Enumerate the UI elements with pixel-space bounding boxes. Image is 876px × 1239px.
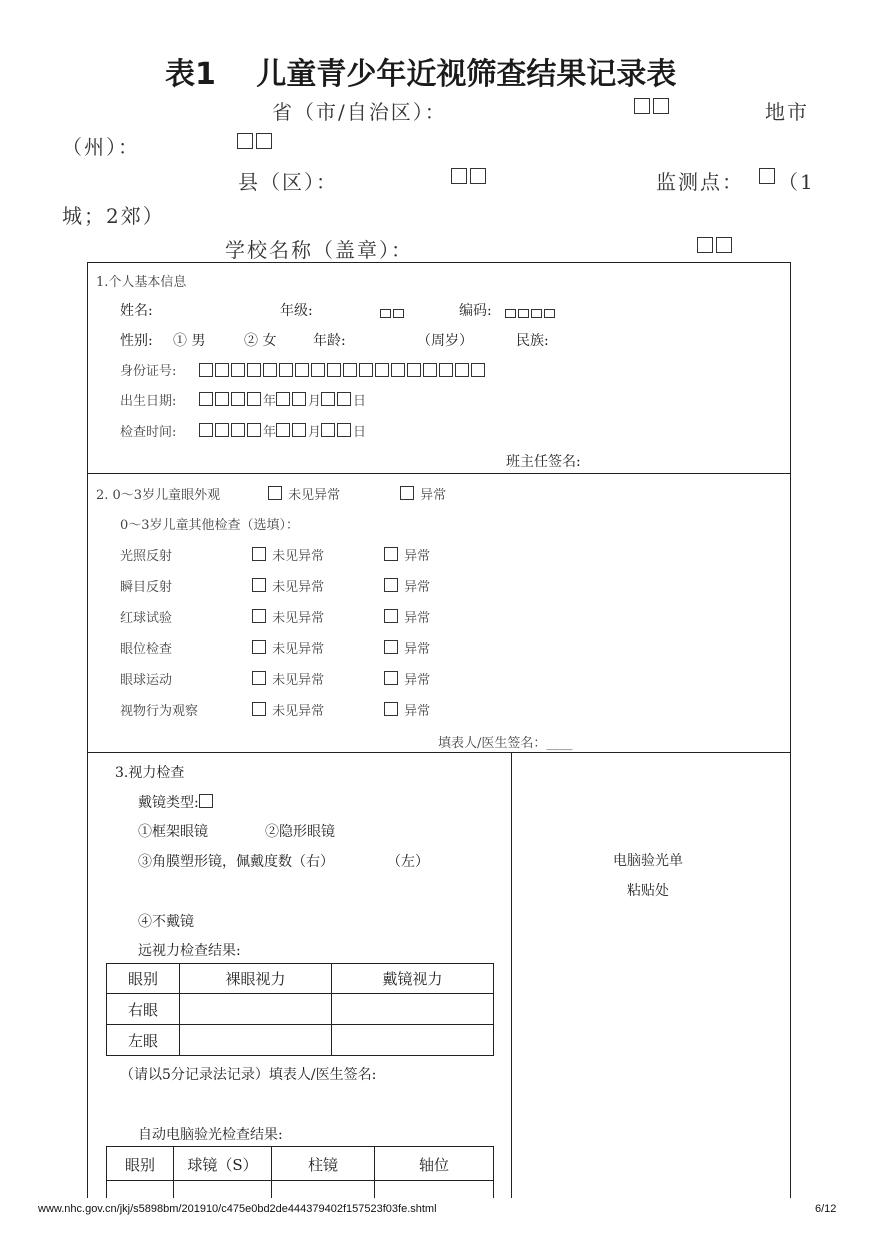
code-label: 编码: [459, 303, 492, 319]
birth-date-field[interactable] [199, 390, 366, 409]
exam-item-abnormal-label: 异常 [404, 642, 431, 657]
exam-item-label: 瞬目反射 [120, 580, 173, 595]
footer-url[interactable]: www.nhc.gov.cn/jkj/s5898bm/201910/c475e0bd2de444379402f157523f03fe.shtml [38, 1203, 437, 1215]
grade-boxes[interactable] [380, 304, 406, 323]
ethnicity-label: 民族: [516, 333, 549, 349]
glasses-type-box[interactable] [199, 794, 213, 808]
exam-item-abnormal-option[interactable] [384, 638, 430, 657]
birth-date-label: 出生日期: [120, 394, 177, 409]
divider-section3-vertical [511, 752, 512, 1202]
monitor-code-box[interactable] [759, 168, 778, 187]
auto-col-axis: 轴位 [375, 1147, 494, 1181]
exam-item-label: 光照反射 [120, 549, 173, 564]
table-row [107, 994, 494, 1025]
exam-item-normal-label: 未见异常 [272, 611, 325, 626]
exam-date-field[interactable] [199, 421, 366, 440]
exam-item-normal-option[interactable] [252, 607, 324, 626]
exam-item-label: 眼位检查 [120, 642, 173, 657]
appearance-normal-label: 未见异常 [288, 488, 341, 503]
name-label: 姓名: [120, 303, 153, 319]
glasses-option-contact[interactable]: ②隐形眼镜 [265, 824, 335, 840]
far-right-naked-cell[interactable] [180, 994, 332, 1025]
frame-left [87, 262, 88, 1202]
divider-section1 [87, 473, 791, 474]
far-left-corrected-cell[interactable] [332, 1025, 494, 1056]
age-unit: （周岁） [417, 333, 473, 349]
monitor-option-start: （1 [778, 170, 815, 194]
section2-signature-label: 填表人/医生签名： [438, 736, 547, 751]
exam-item-normal-label: 未见异常 [272, 704, 325, 719]
exam-item-normal-option[interactable] [252, 576, 324, 595]
exam-item-normal-label: 未见异常 [272, 549, 325, 564]
auto-refraction-label: 自动电脑验光检查结果: [138, 1127, 283, 1143]
province-code-boxes[interactable] [634, 98, 672, 117]
prefecture-suffix: （州）： [62, 135, 140, 159]
glasses-type [138, 792, 215, 812]
county-code-boxes[interactable] [451, 168, 489, 187]
auto-col-eye: 眼别 [107, 1147, 174, 1181]
exam-item-normal-label: 未见异常 [272, 642, 325, 657]
province-label: 省（市/自治区）： [272, 100, 447, 124]
age-label: 年龄: [313, 333, 346, 349]
far-vision-table [106, 963, 494, 1056]
frame-right [790, 262, 791, 1202]
exam-item-label: 眼球运动 [120, 673, 173, 688]
exam-item-abnormal-option[interactable] [384, 669, 430, 688]
prefecture-label: 地市 [765, 100, 809, 124]
glasses-type-label: 戴镜类型: [138, 795, 199, 811]
exam-item-abnormal-option[interactable] [384, 576, 430, 595]
exam-item-abnormal-label: 异常 [404, 549, 431, 564]
far-left-naked-cell[interactable] [180, 1025, 332, 1056]
exam-item-abnormal-label: 异常 [404, 580, 431, 595]
glasses-option-frame[interactable]: ①框架眼镜 [138, 824, 208, 840]
far-vision-result-label: 远视力检查结果: [138, 943, 241, 959]
far-col-naked: 裸眼视力 [180, 964, 332, 994]
ortho-k-left-label: （左） [387, 854, 429, 870]
far-row-right-eye: 右眼 [107, 994, 180, 1025]
section3-heading: 3.视力检查 [115, 765, 185, 781]
exam-item-label: 视物行为观察 [120, 704, 199, 719]
id-number-label: 身份证号: [120, 364, 177, 379]
birth-year-unit: 年 [263, 394, 277, 409]
id-number-boxes[interactable] [199, 361, 487, 380]
gender-male-option[interactable]: ① 男 [173, 333, 206, 349]
appearance-abnormal-label: 异常 [420, 488, 447, 503]
exam-item-abnormal-label: 异常 [404, 673, 431, 688]
auto-header-row [107, 1147, 494, 1181]
far-col-eye: 眼别 [107, 964, 180, 994]
exam-item-normal-label: 未见异常 [272, 580, 325, 595]
glasses-option-ortho-k[interactable]: ③角膜塑形镜，佩戴度数（右） [138, 854, 334, 870]
exam-date-label: 检查时间: [120, 425, 177, 440]
exam-day-unit: 日 [353, 425, 367, 440]
auto-refraction-table [106, 1146, 494, 1203]
auto-col-cylinder: 柱镜 [272, 1147, 375, 1181]
birth-day-unit: 日 [353, 394, 367, 409]
exam-item-abnormal-option[interactable] [384, 545, 430, 564]
exam-year-unit: 年 [263, 425, 277, 440]
page-title: 表1 儿童青少年近视筛查结果记录表 [165, 57, 677, 92]
section2-heading: 2. 0～3岁儿童眼外观 [96, 488, 221, 503]
printout-paste-label-1: 电脑验光单 [613, 853, 683, 869]
section1-heading: 1.个人基本信息 [96, 275, 187, 290]
code-boxes[interactable] [505, 304, 557, 323]
exam-item-abnormal-option[interactable] [384, 700, 430, 719]
exam-item-abnormal-label: 异常 [404, 704, 431, 719]
frame-top [87, 262, 791, 263]
section2-signature-blank[interactable]: ____ [546, 736, 573, 751]
glasses-option-none[interactable]: ④不戴镜 [138, 914, 194, 930]
exam-item-normal-label: 未见异常 [272, 673, 325, 688]
table-row [107, 1025, 494, 1056]
far-vision-header-row [107, 964, 494, 994]
appearance-normal-option[interactable] [268, 484, 340, 503]
teacher-signature-label: 班主任签名: [506, 454, 581, 470]
exam-item-normal-option[interactable] [252, 545, 324, 564]
exam-month-unit: 月 [308, 425, 322, 440]
monitor-label: 监测点： [656, 170, 744, 194]
exam-item-abnormal-option[interactable] [384, 607, 430, 626]
exam-item-normal-option[interactable] [252, 669, 324, 688]
school-code-boxes[interactable] [697, 237, 735, 256]
grade-label: 年级: [280, 303, 313, 319]
exam-item-label: 红球试验 [120, 611, 173, 626]
other-exam-heading: 0～3岁儿童其他检查（选填）： [120, 518, 300, 533]
auto-col-sphere: 球镜（S） [174, 1147, 272, 1181]
section2-signature [438, 732, 572, 751]
far-right-corrected-cell[interactable] [332, 994, 494, 1025]
divider-section2 [87, 752, 791, 753]
prefecture-code-boxes[interactable] [237, 133, 275, 152]
exam-item-normal-option[interactable] [252, 700, 324, 719]
gender-label: 性别: [120, 333, 153, 349]
exam-item-abnormal-label: 异常 [404, 611, 431, 626]
printout-paste-label-2: 粘贴处 [627, 883, 669, 899]
far-row-left-eye: 左眼 [107, 1025, 180, 1056]
appearance-abnormal-option[interactable] [400, 484, 446, 503]
far-col-corrected: 戴镜视力 [332, 964, 494, 994]
gender-female-option[interactable]: ② 女 [244, 333, 277, 349]
far-vision-note: （请以5分记录法记录）填表人/医生签名: [120, 1067, 377, 1083]
county-label: 县（区）： [238, 170, 338, 194]
birth-month-unit: 月 [308, 394, 322, 409]
school-label: 学校名称（盖章）： [225, 238, 413, 262]
monitor-option-end: 城；2郊） [62, 204, 165, 228]
exam-item-normal-option[interactable] [252, 638, 324, 657]
footer-page-number: 6/12 [815, 1203, 837, 1215]
